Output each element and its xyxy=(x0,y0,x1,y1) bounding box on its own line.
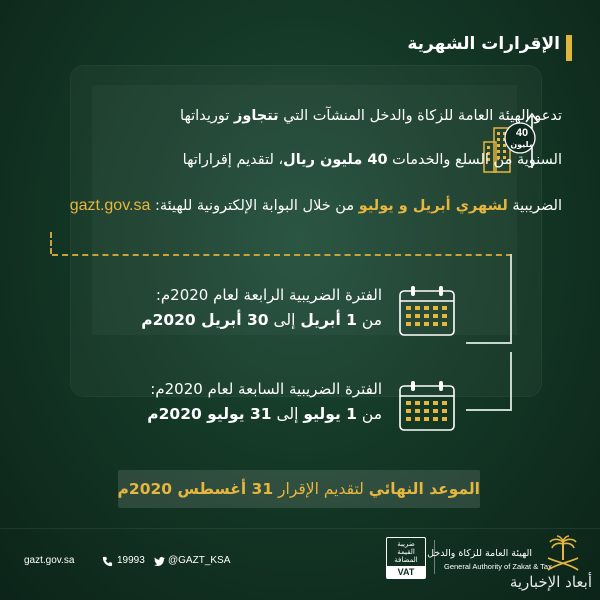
intro-line-3-months: لشهري أبريل و يوليو xyxy=(358,198,508,214)
vat-logo-line-1: ضريبة xyxy=(397,540,415,548)
authority-name-arabic: الهيئة العامة للزكاة والدخل xyxy=(427,548,532,559)
page-title: الإقرارات الشهرية xyxy=(407,34,560,54)
watermark: أبعاد الإخبارية xyxy=(509,573,592,591)
footer-divider xyxy=(0,528,600,529)
period-1-to-word: إلى xyxy=(268,311,301,329)
building-badge-number: 40 xyxy=(515,127,529,139)
vat-logo-tag: VAT xyxy=(387,566,425,578)
dashed-connector-vertical xyxy=(50,232,52,254)
period-1-from-word: من xyxy=(356,311,382,329)
timeline-line-2 xyxy=(510,352,512,410)
intro-line-2 xyxy=(92,152,562,168)
intro-line-2-post: ، لتقديم إقراراتها xyxy=(182,152,284,168)
period-2-start: 1 يوليو xyxy=(303,405,357,423)
period-2-range xyxy=(147,405,382,423)
intro-portal-link[interactable]: gazt.gov.sa xyxy=(69,197,151,214)
vat-logo xyxy=(386,537,426,579)
intro-line-1-bold: تتجاوز xyxy=(234,108,279,124)
timeline-line-1 xyxy=(510,254,512,344)
period-1-start: 1 أبريل xyxy=(300,311,357,329)
twitter-icon xyxy=(154,557,165,566)
intro-line-1 xyxy=(92,108,562,124)
footer-website[interactable]: gazt.gov.sa xyxy=(24,555,75,566)
vat-logo-line-2: القيمة xyxy=(397,548,415,556)
footer-phone[interactable]: 19993 xyxy=(117,555,145,566)
deadline-banner xyxy=(118,470,480,508)
period-1 xyxy=(141,286,382,329)
intro-line-2-pre: السنوية من السلع والخدمات xyxy=(387,152,562,168)
intro-line-3-post: من خلال البوابة الإلكترونية للهيئة: xyxy=(150,198,359,214)
period-2-end: 31 يوليو 2020م xyxy=(147,405,272,423)
palm-swords-emblem-icon xyxy=(542,534,584,576)
period-1-label: الفترة الضريبية الرابعة لعام 2020م: xyxy=(155,286,382,304)
intro-line-1-post: توريداتها xyxy=(180,108,234,124)
intro-line-3 xyxy=(69,197,562,215)
deadline-date: 31 أغسطس 2020م xyxy=(117,480,274,498)
authority-name-english: General Authority of Zakat & Tax xyxy=(444,562,552,571)
calendar-icon xyxy=(398,380,456,432)
dashed-connector-horizontal xyxy=(52,254,512,256)
period-1-range xyxy=(141,311,382,329)
footer-twitter[interactable]: @GAZT_KSA xyxy=(168,555,231,566)
period-2-label: الفترة الضريبية السابعة لعام 2020م: xyxy=(150,380,382,398)
intro-line-1-pre: تدعو الهيئة العامة للزكاة والدخل المنشآت التي xyxy=(278,108,562,124)
timeline-tick-1 xyxy=(466,342,512,344)
deadline-middle: لتقديم الإقرار xyxy=(273,480,369,498)
building-badge-unit: مليون xyxy=(510,140,534,149)
timeline-tick-2 xyxy=(466,409,512,411)
period-2-to-word: إلى xyxy=(271,405,304,423)
calendar-icon xyxy=(398,285,456,337)
title-accent-bar xyxy=(566,35,572,61)
intro-line-2-bold: 40 مليون ريال xyxy=(283,152,388,168)
phone-icon xyxy=(102,556,113,567)
period-1-end: 30 أبريل 2020م xyxy=(141,311,269,329)
period-2 xyxy=(147,380,382,423)
vat-logo-line-3: المضافة xyxy=(394,556,418,564)
deadline-label: الموعد النهائي xyxy=(368,480,480,498)
intro-line-3-pre: الضريبية xyxy=(507,198,562,214)
period-2-from-word: من xyxy=(356,405,382,423)
